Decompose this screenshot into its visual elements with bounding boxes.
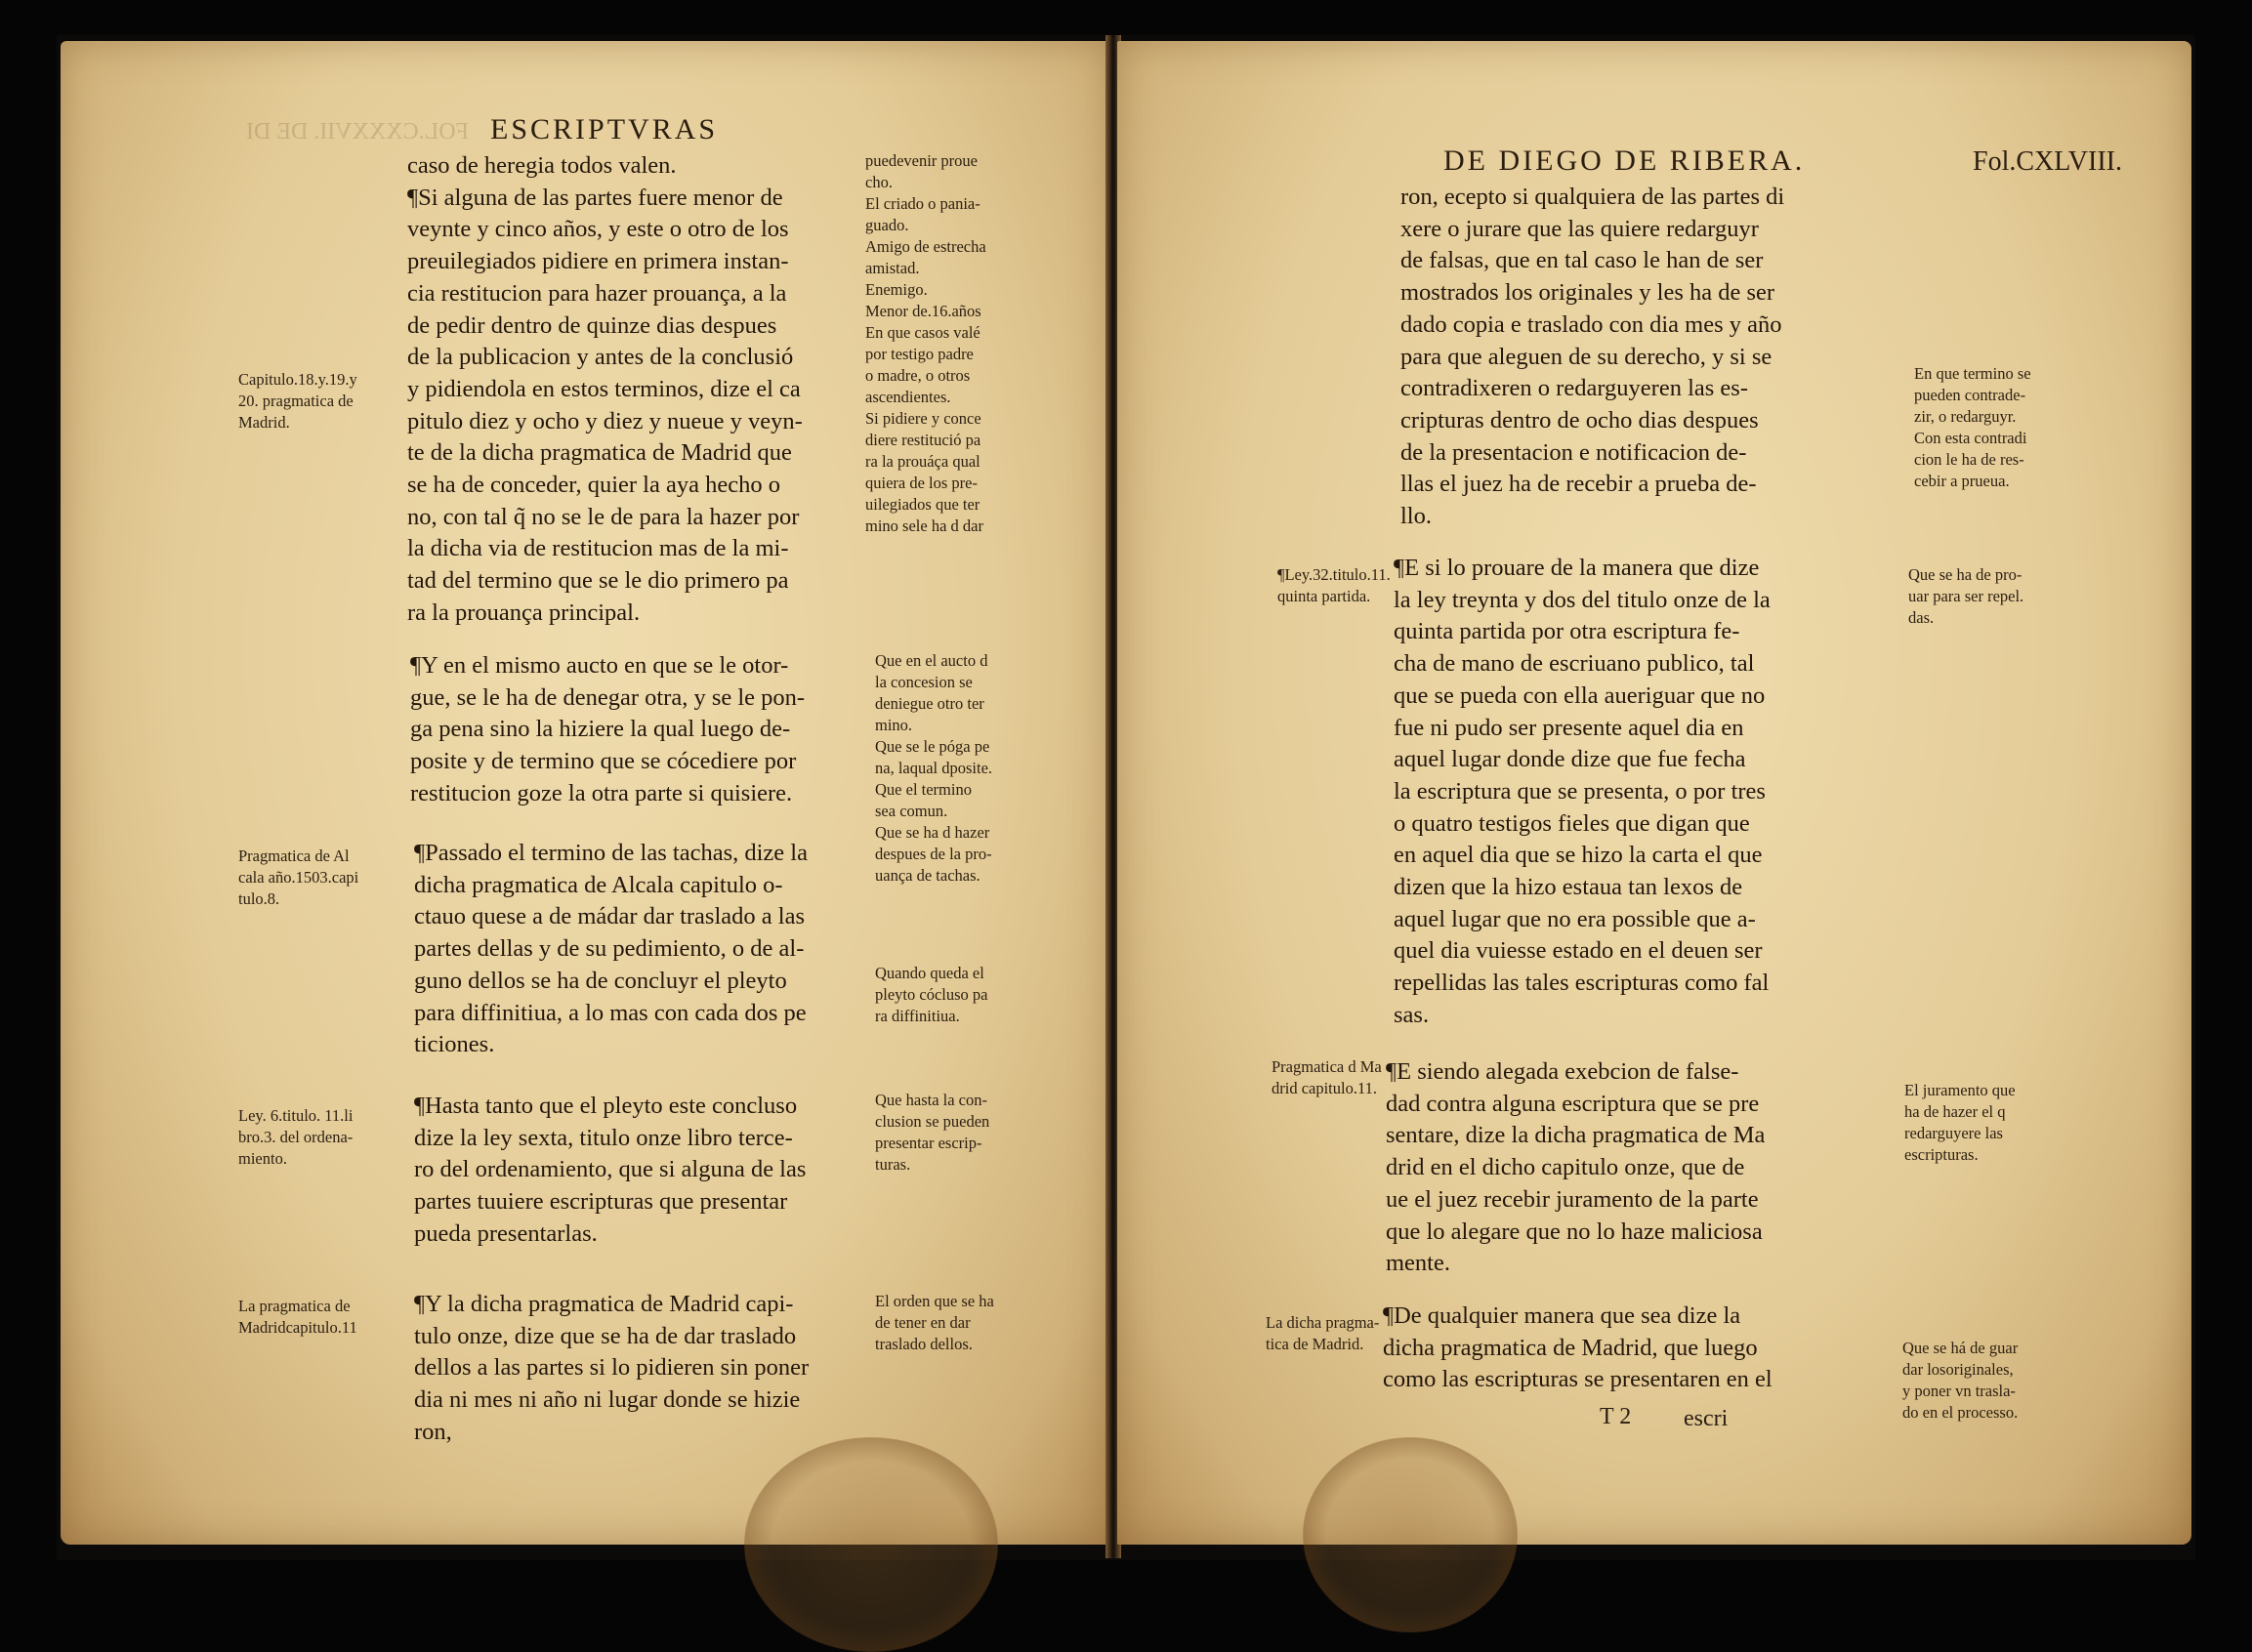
note-line: por testigo padre <box>865 345 974 363</box>
text-line: que lo alegare que no lo haze maliciosa <box>1386 1218 1763 1245</box>
text-block <box>1386 1056 1765 1280</box>
text-line: caso de heregia todos valen. <box>407 152 677 179</box>
catchword: escri <box>1684 1406 1729 1431</box>
signature-mark: T 2 <box>1600 1404 1632 1429</box>
text-line: partes dellas y de su pedimiento, o de al- <box>414 935 805 963</box>
note-line: dar losoriginales, <box>1902 1360 2014 1379</box>
text-line: sas. <box>1394 1001 1430 1028</box>
text-line: aquel lugar donde dize que fue fecha <box>1394 746 1746 773</box>
text-line: veynte y cinco años, y este o otro de los <box>407 216 789 243</box>
note-line: pueden contrade- <box>1914 386 2026 404</box>
text-line: la ley treynta y dos del titulo onze de la <box>1394 586 1771 613</box>
text-line: ue el juez recebir juramento de la parte <box>1386 1185 1759 1213</box>
text-block <box>410 650 805 810</box>
text-line: en aquel dia que se hizo la carta el que <box>1394 842 1763 869</box>
note-line: tica de Madrid. <box>1266 1335 1364 1353</box>
note-line: das. <box>1908 608 1935 627</box>
note-line: El juramento que <box>1904 1081 2016 1099</box>
text-block <box>414 838 808 1061</box>
water-stain <box>1303 1437 1518 1632</box>
text-line: de la publicacion y antes de la conclusió <box>407 344 794 371</box>
text-line: mente. <box>1386 1250 1450 1277</box>
left-page <box>61 41 1109 1545</box>
note-line: ra diffinitiua. <box>875 1007 960 1025</box>
water-stain <box>744 1437 998 1652</box>
note-line: o madre, o otros <box>865 366 971 385</box>
note-line: Que hasta la con- <box>875 1091 987 1109</box>
text-line: de falsas, que en tal caso le han de ser <box>1400 247 1764 274</box>
note-line: do en el processo. <box>1902 1403 2019 1422</box>
note-line: El orden que se ha <box>875 1292 994 1310</box>
note-line: sea comun. <box>875 802 948 820</box>
running-head: ESCRIPTVRAS <box>490 113 719 145</box>
note-line: presentar escrip- <box>875 1134 982 1152</box>
text-line: ra la prouança principal. <box>407 599 641 626</box>
note-line: redarguyere las <box>1904 1124 2003 1142</box>
text-line: no, con tal q̃ no se le de para la hazer por <box>407 503 800 530</box>
text-line: llas el juez ha de recebir a prueba de- <box>1400 471 1757 498</box>
left-margin-note <box>238 1296 357 1339</box>
note-line: de tener en dar <box>875 1313 971 1332</box>
text-line: drid en el dicho capitulo onze, que de <box>1386 1154 1745 1181</box>
text-line: pitulo diez y ocho y diez y nueue y veyn- <box>407 407 803 434</box>
note-line: ra la prouáça qual <box>865 452 980 471</box>
note-line: cebir a prueua. <box>1914 472 2010 490</box>
text-line: la escriptura que se presenta, o por tres <box>1394 777 1766 805</box>
right-margin-note <box>875 963 987 1027</box>
text-line: quinta partida por otra escriptura fe- <box>1394 618 1740 645</box>
text-line: dicha pragmatica de Alcala capitulo o- <box>414 871 783 898</box>
text-line: dia ni mes ni año ni lugar donde se hizie <box>414 1386 801 1414</box>
note-line: Si pidiere y conce <box>865 409 981 428</box>
left-margin-note <box>1277 564 1391 607</box>
text-line: para que aleguen de su derecho, y si se <box>1400 343 1772 370</box>
note-line: na, laqual dposite. <box>875 759 993 777</box>
text-line: ¶Y la dicha pragmatica de Madrid capi- <box>414 1291 794 1317</box>
right-margin-note <box>1902 1338 2018 1424</box>
note-line: tulo.8. <box>238 889 280 908</box>
note-line: mino. <box>875 716 913 734</box>
note-line: guado. <box>865 216 909 234</box>
note-line: La pragmatica de <box>238 1297 351 1315</box>
note-line: Madridcapitulo.11 <box>238 1318 357 1337</box>
note-line: Ley. 6.titulo. 11.li <box>238 1106 354 1125</box>
text-line: ¶Si alguna de las partes fuere menor de <box>407 184 783 211</box>
note-line: Con esta contradi <box>1914 429 2027 447</box>
text-line: repellidas las tales escripturas como fal <box>1394 970 1770 997</box>
note-line: escripturas. <box>1904 1145 1979 1164</box>
text-line: dado copia e traslado con dia mes y año <box>1400 310 1782 338</box>
running-head: DE DIEGO DE RIBERA. <box>1443 145 1806 177</box>
note-line: En que casos valé <box>865 323 980 342</box>
note-line: uança de tachas. <box>875 866 980 885</box>
text-line: dizen que la hizo estaua tan lexos de <box>1394 874 1743 901</box>
left-margin-note <box>1266 1312 1379 1355</box>
note-line: puedevenir proue <box>865 151 978 170</box>
note-line: bro.3. del ordena- <box>238 1128 354 1146</box>
note-line: Madrid. <box>238 413 290 432</box>
text-line: gue, se le ha de denegar otra, y se le pon- <box>410 683 806 711</box>
text-line: ¶Y en el mismo aucto en que se le otor- <box>410 652 789 679</box>
note-line: clusion se pueden <box>875 1112 990 1131</box>
note-line: Que se le póga pe <box>875 737 990 756</box>
note-line: turas. <box>875 1155 911 1174</box>
note-line: La dicha pragma- <box>1266 1313 1380 1332</box>
note-line: Que se ha d hazer <box>875 823 990 842</box>
note-line: Capitulo.18.y.19.y <box>238 370 357 389</box>
note-line: Enemigo. <box>865 280 928 299</box>
note-line: ¶Ley.32.titulo.11. <box>1277 565 1391 584</box>
text-line: como las escripturas se presentaren en el <box>1383 1366 1772 1393</box>
text-line: de la presentacion e notificacion de- <box>1400 438 1747 466</box>
text-line: preuilegiados pidiere en primera instan- <box>407 248 789 275</box>
note-line: quinta partida. <box>1277 587 1371 605</box>
right-margin-note <box>875 650 992 887</box>
text-line: dicha pragmatica de Madrid, que luego <box>1383 1334 1758 1361</box>
note-line: cion le ha de res- <box>1914 450 2024 469</box>
note-line: Amigo de estrecha <box>865 237 986 256</box>
text-line: posite y de termino que se cócediere por <box>410 748 797 775</box>
note-line: cho. <box>865 173 893 191</box>
note-line: 20. pragmatica de <box>238 392 354 410</box>
text-line: llo. <box>1400 503 1432 530</box>
text-block <box>1383 1301 1772 1396</box>
text-line: ¶Passado el termino de las tachas, dize la <box>414 840 808 866</box>
bleed-through-text: FOL.CXXXVII. DE DI <box>246 119 469 145</box>
text-block <box>1394 553 1771 1032</box>
note-line: Pragmatica d Ma <box>1272 1057 1382 1076</box>
text-line: dize la ley sexta, titulo onze libro terce- <box>414 1124 793 1151</box>
note-line: El criado o pania- <box>865 194 980 213</box>
note-line: amistad. <box>865 259 920 277</box>
text-line: dad contra alguna escriptura que se pre <box>1386 1090 1760 1117</box>
text-line: la dicha via de restitucion mas de la mi- <box>407 535 789 562</box>
text-block <box>407 150 803 630</box>
note-line: pleyto cócluso pa <box>875 985 988 1004</box>
note-line: diere restitució pa <box>865 431 981 449</box>
note-line: despues de la pro- <box>875 845 992 863</box>
note-line: zir, o redarguyr. <box>1914 407 2017 426</box>
right-page <box>1117 41 2191 1545</box>
text-line: ron, <box>414 1418 452 1445</box>
note-line: Pragmatica de Al <box>238 847 350 865</box>
text-line: tulo onze, dize que se ha de dar traslado <box>414 1322 797 1349</box>
note-line: miento. <box>238 1149 287 1168</box>
text-line: partes tuuiere escripturas que presentar <box>414 1188 788 1216</box>
note-line: Que en el aucto d <box>875 651 988 670</box>
note-line: traslado dellos. <box>875 1335 973 1353</box>
right-margin-note <box>865 150 986 537</box>
note-line: deniegue otro ter <box>875 694 984 713</box>
text-line: contradixeren o redarguyeren las es- <box>1400 375 1748 402</box>
left-margin-note <box>238 1105 353 1170</box>
text-line: ¶Hasta tanto que el pleyto este concluso <box>414 1093 798 1119</box>
note-line: uar para ser repel. <box>1908 587 2024 605</box>
text-line: cripturas dentro de ocho dias despues <box>1400 406 1759 434</box>
note-line: mino sele ha d dar <box>865 516 983 535</box>
note-line: Menor de.16.años <box>865 302 981 320</box>
note-line: quiera de los pre- <box>865 474 978 492</box>
note-line: En que termino se <box>1914 364 2031 383</box>
note-line: Que se há de guar <box>1902 1339 2019 1357</box>
left-margin-note <box>238 846 358 910</box>
text-line: que se pueda con ella aueriguar que no <box>1394 681 1766 709</box>
note-line: y poner vn trasla- <box>1902 1382 2016 1400</box>
text-line: ¶E si lo prouare de la manera que dize <box>1394 555 1760 581</box>
left-margin-note <box>1272 1056 1382 1099</box>
note-line: drid capitulo.11. <box>1272 1079 1377 1097</box>
text-line: fue ni pudo ser presente aquel dia en <box>1394 714 1744 741</box>
note-line: Que se ha de pro- <box>1908 565 2023 584</box>
text-line: de pedir dentro de quinze dias despues <box>407 311 777 339</box>
text-block <box>1400 182 1784 533</box>
text-line: quel dia vuiesse estado en el deuen ser <box>1394 937 1763 965</box>
right-margin-note <box>875 1090 989 1176</box>
text-line: ga pena sino la hiziere la qual luego de- <box>410 716 791 743</box>
right-margin-note <box>1914 363 2031 492</box>
text-line: ctauo quese a de mádar dar traslado a las <box>414 903 805 930</box>
open-book <box>57 35 2195 1560</box>
text-line: ticiones. <box>414 1031 495 1058</box>
text-line: dellos a las partes si lo pidieren sin poner <box>414 1354 810 1382</box>
note-line: uilegiados que ter <box>865 495 980 514</box>
note-line: Que el termino <box>875 780 972 799</box>
text-line: cha de mano de escriuano publico, tal <box>1394 650 1755 678</box>
note-line: la concesion se <box>875 673 973 691</box>
text-line: sentare, dize la dicha pragmatica de Ma <box>1386 1122 1766 1149</box>
note-line: Quando queda el <box>875 964 984 982</box>
note-line: cala año.1503.capi <box>238 868 359 887</box>
text-line: tad del termino que se le dio primero pa <box>407 567 789 595</box>
text-line: ron, ecepto si qualquiera de las partes di <box>1400 184 1785 210</box>
text-line: restitucion goze la otra parte si quisiere. <box>410 779 793 806</box>
text-block <box>414 1289 809 1449</box>
text-line: mostrados los originales y les ha de ser <box>1400 279 1775 307</box>
left-margin-note <box>238 369 357 434</box>
text-line: ¶De qualquier manera que sea dize la <box>1383 1302 1741 1329</box>
text-line: se ha de conceder, quier la aya hecho o <box>407 472 780 499</box>
text-line: te de la dicha pragmatica de Madrid que <box>407 439 792 467</box>
text-line: o quatro testigos fieles que digan que <box>1394 809 1750 837</box>
text-line: pueda presentarlas. <box>414 1219 598 1247</box>
note-line: ascendientes. <box>865 388 951 406</box>
text-line: ¶E siendo alegada exebcion de false- <box>1386 1058 1739 1085</box>
right-margin-note <box>875 1291 994 1355</box>
text-line: guno dellos se ha de concluyr el pleyto <box>414 967 787 994</box>
text-line: ro del ordenamiento, que si alguna de las <box>414 1156 807 1183</box>
right-margin-note <box>1908 564 2023 629</box>
folio-number: Fol.CXLVIII. <box>1973 146 2122 177</box>
text-line: para diffinitiua, a lo mas con cada dos pe <box>414 999 807 1026</box>
note-line: ha de hazer el q <box>1904 1102 2006 1121</box>
text-line: aquel lugar que no era possible que a- <box>1394 905 1756 932</box>
text-block <box>414 1091 806 1251</box>
text-line: cia restitucion para hazer prouança, a la <box>407 279 787 307</box>
right-margin-note <box>1904 1080 2016 1166</box>
text-line: xere o jurare que las quiere redarguyr <box>1400 215 1759 242</box>
text-line: y pidiendola en estos terminos, dize el ca <box>407 375 801 402</box>
